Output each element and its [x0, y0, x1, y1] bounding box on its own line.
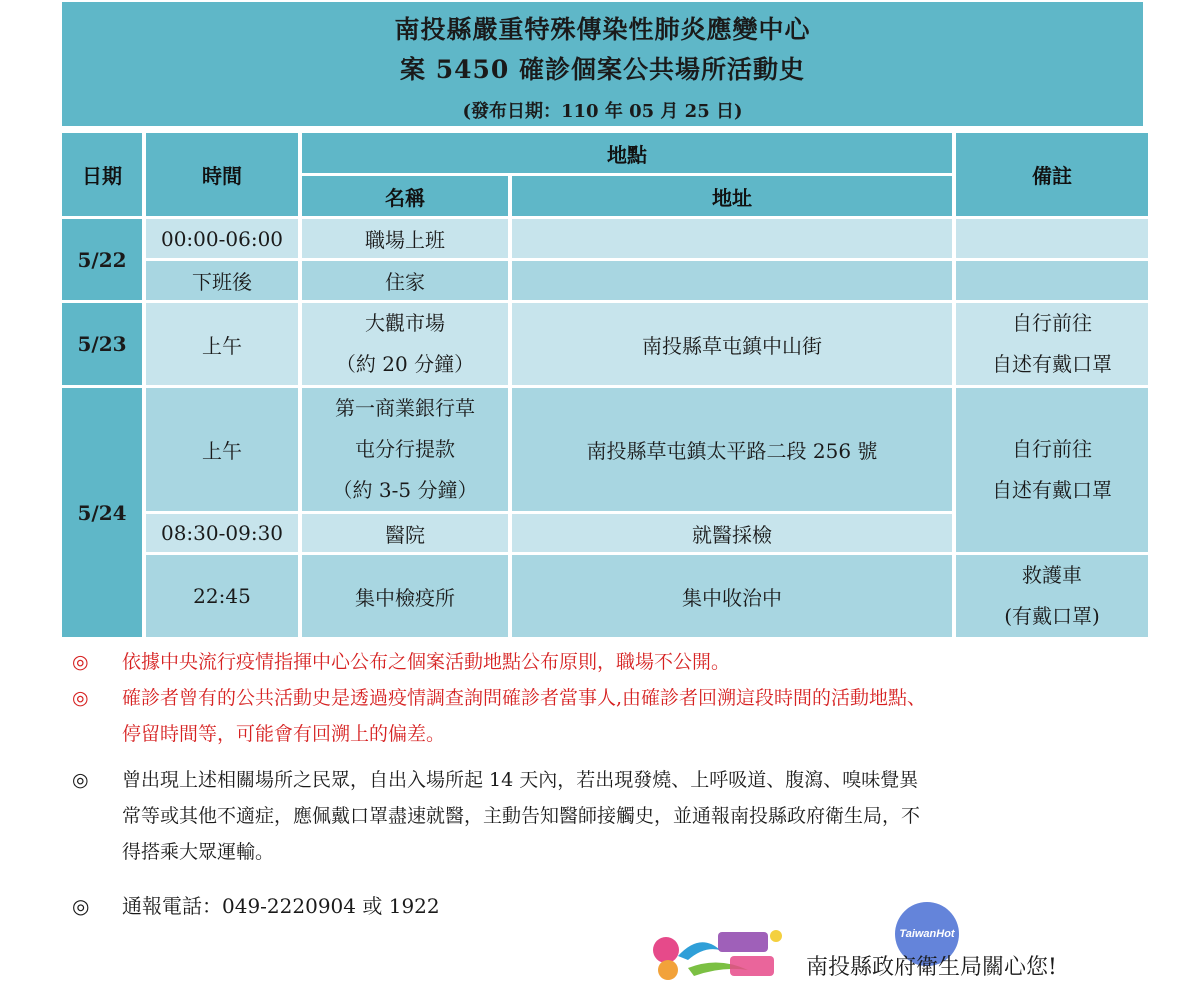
note-text: 常等或其他不適症，應佩戴口罩盡速就醫，主動告知醫師接觸史，並通報南投縣政府衛生局，不: [122, 805, 921, 827]
row-address: 集中收治中: [512, 555, 952, 637]
row-date-523: 5/23: [62, 303, 142, 385]
row-time: 上午: [146, 303, 298, 385]
tourism-logo-icon: [648, 926, 788, 984]
row-time: 22:45: [146, 555, 298, 637]
row-address: [512, 219, 952, 258]
row-remarks: [956, 219, 1148, 258]
note-text: 曾出現上述相關場所之民眾，自出入場所起 14 天內，若出現發燒、上呼吸道、腹瀉、嗅味覺異: [122, 769, 919, 791]
row-remarks: [956, 388, 1148, 552]
bullet-mark: ◎: [72, 894, 90, 918]
row-address: [512, 261, 952, 300]
header-location: 地點: [302, 133, 952, 173]
activity-table: [58, 130, 1152, 640]
remarks-line: 自述有戴口罩: [992, 352, 1112, 376]
name-line: 大觀市場: [365, 311, 445, 335]
header-address: 地址: [512, 176, 952, 216]
header-name: 名稱: [302, 176, 508, 216]
name-line: （約 20 分鐘）: [335, 352, 475, 376]
name-line: 屯分行提款: [355, 437, 455, 461]
title-line1: 南投縣嚴重特殊傳染性肺炎應變中心: [394, 15, 811, 44]
row-time: 上午: [146, 388, 298, 511]
note-health-advice: [72, 762, 1162, 870]
remarks-line: 自述有戴口罩: [992, 478, 1112, 502]
footer-message: 南投縣政府衛生局關心您!: [806, 955, 1057, 980]
row-time: 08:30-09:30: [146, 514, 298, 552]
remarks-line: (有戴口罩): [1004, 604, 1100, 628]
bullet-mark: ◎: [72, 687, 89, 709]
note-hotline: [72, 888, 1162, 924]
note-text: 得搭乘大眾運輸。: [122, 841, 275, 863]
remarks-line: 自行前往: [1012, 311, 1092, 335]
note-workplace-policy: [72, 644, 1162, 680]
notice-header: [62, 2, 1143, 126]
name-line: 第一商業銀行草: [335, 396, 475, 420]
bullet-mark: ◎: [72, 651, 89, 673]
row-name: 住家: [302, 261, 508, 300]
row-time: 00:00-06:00: [146, 219, 298, 258]
remarks-line: 自行前往: [1012, 437, 1092, 461]
row-name: 醫院: [302, 514, 508, 552]
header-remarks: 備註: [956, 133, 1148, 216]
row-date-524: 5/24: [62, 388, 142, 637]
header-time: 時間: [146, 133, 298, 216]
row-date-522: 5/22: [62, 219, 142, 300]
row-address: 就醫採檢: [512, 514, 952, 552]
notes-section: [72, 644, 1162, 924]
row-name: 集中檢疫所: [302, 555, 508, 637]
row-name: 職場上班: [302, 219, 508, 258]
row-remarks: [956, 555, 1148, 637]
publish-date: (發布日期：110 年 05 月 25 日): [462, 101, 743, 122]
name-line: （約 3-5 分鐘）: [332, 478, 478, 502]
row-name: [302, 388, 508, 511]
row-name: [302, 303, 508, 385]
row-remarks: [956, 303, 1148, 385]
note-text: 確診者曾有的公共活動史是透過疫情調查詢問確診者當事人,由確診者回溯這段時間的活動地點、: [122, 687, 927, 709]
header-date: 日期: [62, 133, 142, 216]
row-remarks: [956, 261, 1148, 300]
title-line2: 案 5450 確診個案公共場所活動史: [400, 55, 805, 84]
note-recall-deviation: [72, 680, 1162, 752]
note-text: 通報電話：049-2220904 或 1922: [122, 894, 440, 918]
watermark-badge: TaiwanHot: [895, 902, 959, 966]
row-address: 南投縣草屯鎮太平路二段 256 號: [512, 388, 952, 511]
footer: [648, 920, 1188, 990]
remarks-line: 救護車: [1022, 563, 1082, 587]
row-time: 下班後: [146, 261, 298, 300]
row-address: 南投縣草屯鎮中山街: [512, 303, 952, 385]
note-text: 依據中央流行疫情指揮中心公布之個案活動地點公布原則，職場不公開。: [122, 651, 731, 673]
bullet-mark: ◎: [72, 769, 89, 791]
note-text: 停留時間等，可能會有回溯上的偏差。: [122, 723, 446, 745]
